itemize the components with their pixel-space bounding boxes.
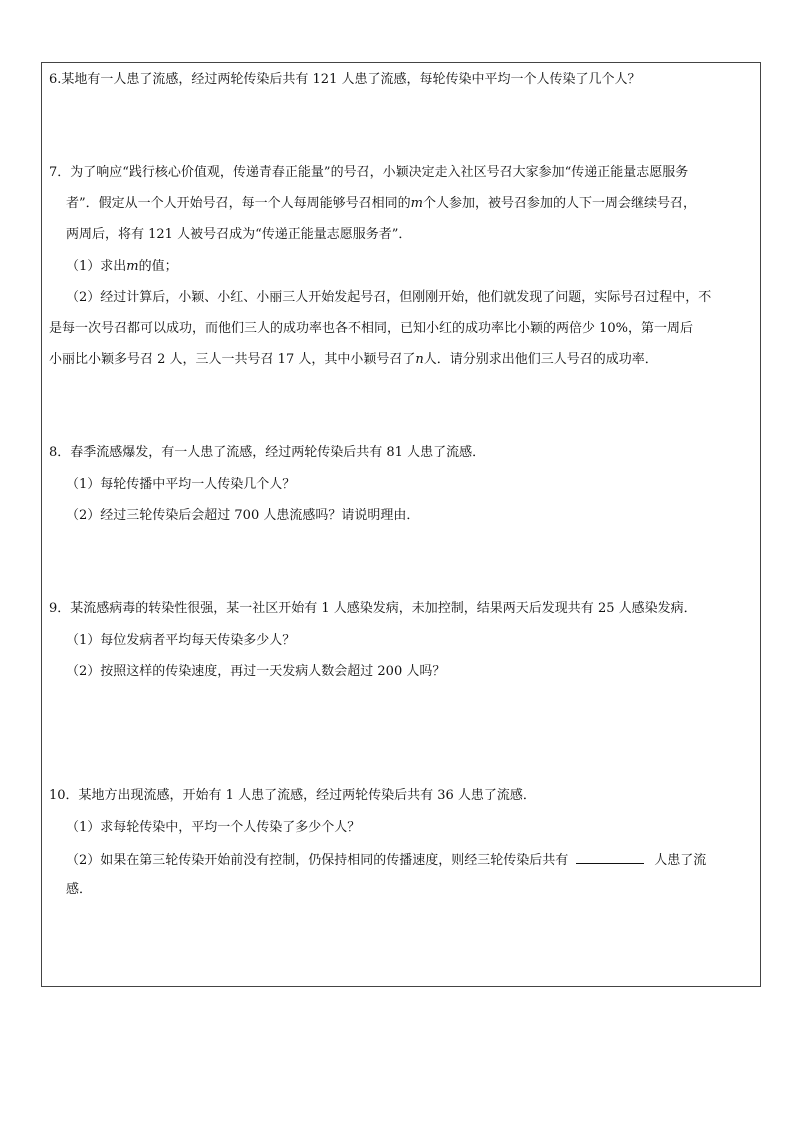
question-8-sub-1: （1）每轮传播中平均一人传染几个人？: [66, 477, 296, 492]
question-10-sub-1: （1）求每轮传染中，平均一个人传染了多少个人？: [66, 820, 361, 835]
question-7-sub-1-a: （1）求出: [66, 259, 127, 274]
variable-m: m: [410, 196, 423, 211]
variable-m-2: m: [126, 259, 139, 274]
question-8-stem: 8．春季流感爆发，有一人患了流感，经过两轮传染后共有 81 人患了流感．: [49, 445, 486, 460]
question-9-sub-2: （2）按照这样的传染速度，再过一天发病人数会超过 200 人吗？: [66, 664, 446, 679]
question-7-sub-1-b: 的值；: [138, 259, 178, 274]
question-6-stem: 6.某地有一人患了流感，经过两轮传染后共有 121 人患了流感，每轮传染中平均一个人传染了几个人？: [49, 72, 641, 87]
question-7-stem-line-2-a: 者”．假定从一个人开始号召，每一个人每周能够号召相同的: [66, 196, 411, 211]
answer-blank[interactable]: [576, 850, 644, 864]
question-10-sub-2-line-2: 感．: [66, 882, 93, 897]
question-7-sub-2-line-1: （2）经过计算后，小颖、小红、小丽三人开始发起号召，但刚刚开始，他们就发现了问题，实际号召过程中，不: [66, 290, 712, 305]
question-7-sub-2-line-2: 是每一次号召都可以成功，而他们三人的成功率也各不相同，已知小红的成功率比小颖的两倍少 10%，第一周后: [49, 321, 694, 336]
question-9-stem: 9．某流感病毒的转染性很强，某一社区开始有 1 人感染发病，未加控制，结果两天后发现共有 25 人感染发病．: [49, 601, 697, 616]
question-7-sub-1: [66, 258, 178, 276]
question-10-sub-2-line-1-b: 人患了流: [654, 853, 707, 868]
question-7-stem-line-2-b: 个人参加，被号召参加的人下一周会继续号召，: [422, 196, 696, 211]
question-7-sub-2-line-3: [49, 351, 658, 369]
question-7-stem-line-2: [66, 195, 696, 213]
question-8-sub-2: （2）经过三轮传染后会超过 700 人患流感吗？请说明理由．: [66, 508, 420, 523]
question-10-sub-2-line-1-a: （2）如果在第三轮传染开始前没有控制，仍保持相同的传播速度，则经三轮传染后共有: [66, 853, 569, 868]
question-10-sub-2-line-1: [66, 850, 706, 870]
variable-n: n: [415, 352, 424, 367]
question-9-sub-1: （1）每位发病者平均每天传染多少人？: [66, 633, 296, 648]
question-10-stem: 10．某地方出现流感，开始有 1 人患了流感，经过两轮传染后共有 36 人患了流感．: [49, 788, 536, 803]
question-7-sub-2-line-3-a: 小丽比小颖多号召 2 人，三人一共号召 17 人，其中小颖号召了: [49, 352, 416, 367]
question-7-sub-2-line-3-b: 人．请分别求出他们三人号召的成功率．: [423, 352, 658, 367]
question-7-stem-line-1: 7．为了响应“践行核心价值观，传递青春正能量”的号召，小颖决定走入社区号召大家参加“传递正能量志愿服务: [49, 165, 689, 180]
question-7-stem-line-3: 两周后，将有 121 人被号召成为“传递正能量志愿服务者”．: [66, 227, 412, 242]
